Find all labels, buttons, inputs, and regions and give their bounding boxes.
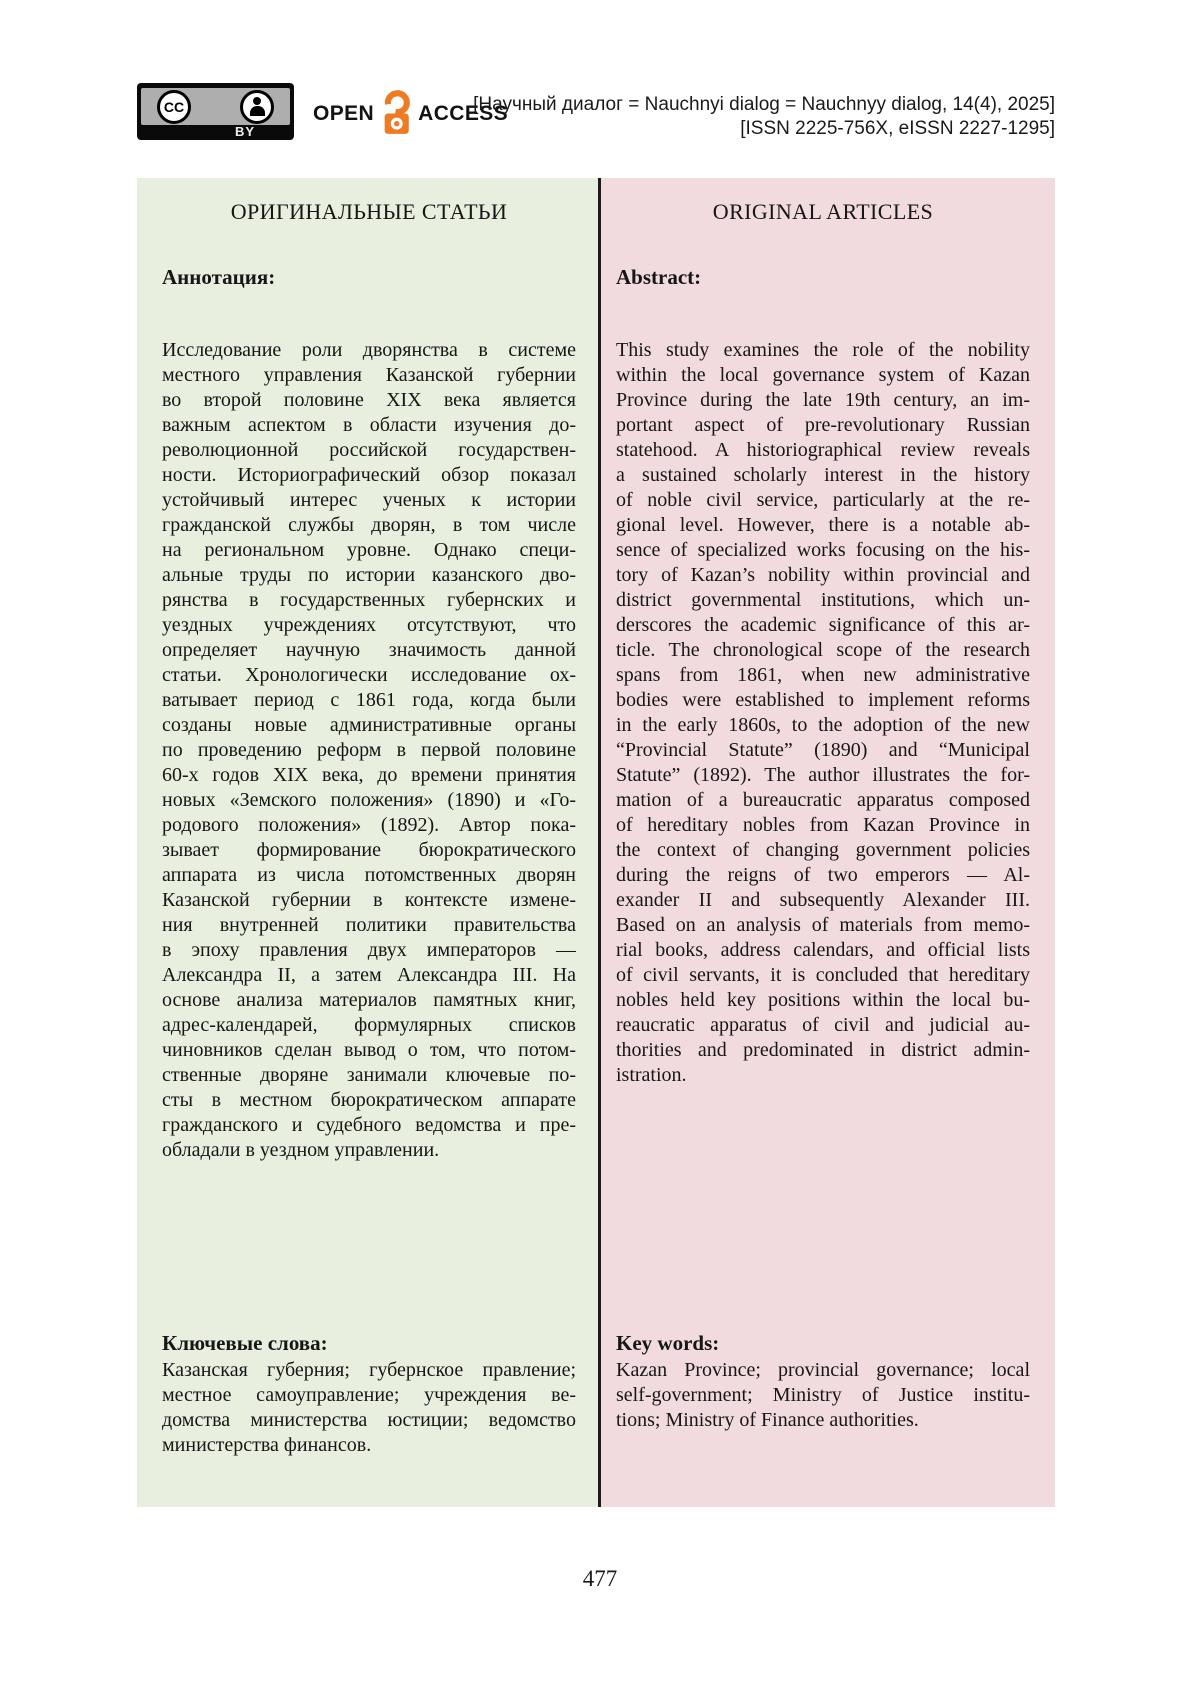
text-line: важным аспектом в области изучения до-: [162, 414, 576, 436]
citation-line-2: [ISSN 2225-756X, eISSN 2227-1295]: [740, 118, 1055, 139]
text-line: ности. Историографический обзор показал: [162, 464, 576, 486]
text-line: уездных учреждениях отсутствуют, что: [162, 614, 576, 636]
citation-line-1: [Научный диалог = Nauchnyi dialog = Nauchnyy dialog, 14(4), 2025]: [473, 94, 1055, 115]
text-line: spans from 1861, when new administrative: [616, 664, 1030, 686]
text-line: nobles held key positions within the local bu-: [616, 989, 1030, 1011]
access-label: ACCESS: [418, 102, 509, 125]
text-line: thorities and predominated in district admin-: [616, 1039, 1030, 1061]
cc-by-license-badge: [137, 83, 294, 140]
text-line: in the early 1860s, to the adoption of the new: [616, 714, 1030, 736]
text-line: of civil servants, it is concluded that hereditary: [616, 964, 1030, 986]
open-label: OPEN: [313, 102, 375, 125]
text-line: устойчивый интерес ученых к истории: [162, 489, 576, 511]
journal-citation: [473, 93, 1055, 141]
text-line: ственные дворяне занимали ключевые по-: [162, 1064, 576, 1086]
text-line: a sustained scholarly interest in the history: [616, 464, 1030, 486]
text-line: рянства в государственных губернских и: [162, 589, 576, 611]
text-line: Province during the late 19th century, an im-: [616, 389, 1030, 411]
text-line: Statute” (1892). The author illustrates the for-: [616, 764, 1030, 786]
text-line: статьи. Хронологически исследование ох-: [162, 664, 576, 686]
text-line: istration.: [616, 1064, 687, 1086]
text-line: during the reigns of two emperors — Al-: [616, 864, 1030, 886]
text-line: ния внутренней политики правительства: [162, 914, 576, 936]
text-line: “Provincial Statute” (1890) and “Municipal: [616, 739, 1030, 761]
text-line: родового положения» (1892). Автор пока-: [162, 814, 576, 836]
text-line: зывает формирование бюрократического: [162, 839, 576, 861]
text-line: rial books, address calendars, and official lists: [616, 939, 1030, 961]
text-line: gional level. However, there is a notable ab-: [616, 514, 1030, 536]
keywords-block-en: [616, 1330, 1030, 1433]
text-line: Казанской губернии в контексте измене-: [162, 889, 576, 911]
text-line: альные труды по истории казанского дво-: [162, 564, 576, 586]
cc-badge-band: [141, 88, 290, 125]
text-line: bodies were established to implement reforms: [616, 689, 1030, 711]
text-line: на региональном уровне. Однако специ-: [162, 539, 576, 561]
section-title-ru: ОРИГИНАЛЬНЫЕ СТАТЬИ: [230, 199, 508, 224]
text-line: революционной российской государствен-: [162, 439, 576, 461]
text-line: Казанская губерния; губернское правление;: [162, 1359, 576, 1381]
text-line: адрес-календарей, формулярных списков: [162, 1014, 576, 1036]
text-line: по проведению реформ в первой половине: [162, 739, 576, 761]
open-lock-icon: [379, 87, 413, 141]
text-line: Александра II, а затем Александра III. На: [162, 964, 576, 986]
page-number: 477: [582, 1566, 618, 1591]
text-line: the context of changing government policies: [616, 839, 1030, 861]
by-label: BY: [234, 124, 256, 139]
text-line: tions; Ministry of Finance authorities.: [616, 1409, 919, 1431]
text-line: ватывает период с 1861 года, когда были: [162, 689, 576, 711]
text-line: новых «Земского положения» (1890) и «Го-: [162, 789, 576, 811]
text-line: во второй половине XIX века является: [162, 389, 576, 411]
text-line: portant aspect of pre-revolutionary Russian: [616, 414, 1030, 436]
cc-label: CC: [163, 98, 185, 115]
text-line: Исследование роли дворянства в системе: [162, 339, 576, 361]
keywords-label-ru: Ключевые слова:: [162, 1331, 328, 1355]
text-line: exander II and subsequently Alexander III.: [616, 889, 1030, 911]
text-line: 60-х годов XIX века, до времени принятия: [162, 764, 576, 786]
text-line: tory of Kazan’s nobility within provincial and: [616, 564, 1030, 586]
text-line: местное самоуправление; учреждения ве-: [162, 1384, 576, 1406]
abstract-label-en: Abstract:: [616, 265, 702, 289]
abstract-label-ru: Аннотация:: [162, 265, 276, 289]
text-line: министерства финансов.: [162, 1434, 372, 1456]
text-line: Kazan Province; provincial governance; local: [616, 1359, 1030, 1381]
text-line: аппарата из числа потомственных дворян: [162, 864, 576, 886]
abstract-panel: [137, 178, 1055, 1507]
text-line: ticle. The chronological scope of the research: [616, 639, 1030, 661]
text-line: self-government; Ministry of Justice institu-: [616, 1384, 1030, 1406]
text-line: основе анализа материалов памятных книг,: [162, 989, 576, 1011]
cc-icon: [157, 90, 191, 124]
text-line: This study examines the role of the nobility: [616, 339, 1030, 361]
text-line: определяет научную значимость данной: [162, 639, 576, 661]
text-line: district governmental institutions, which un-: [616, 589, 1030, 611]
text-line: derscores the academic significance of this ar-: [616, 614, 1030, 636]
text-line: Based on an analysis of materials from memo-: [616, 914, 1030, 936]
text-line: of noble civil service, particularly at the re-: [616, 489, 1030, 511]
text-line: гражданского и судебного ведомства и пре-: [162, 1114, 576, 1136]
text-line: sence of specialized works focusing on the his-: [616, 539, 1030, 561]
text-line: местного управления Казанской губернии: [162, 364, 576, 386]
text-line: statehood. A historiographical review reveals: [616, 439, 1030, 461]
text-line: of hereditary nobles from Kazan Province in: [616, 814, 1030, 836]
russian-column: [137, 178, 598, 1507]
abstract-text-en: [616, 338, 1030, 1088]
keywords-text-en: [616, 1358, 1030, 1433]
text-line: reaucratic apparatus of civil and judicial au-: [616, 1014, 1030, 1036]
text-line: гражданской службы дворян, в том числе: [162, 514, 576, 536]
text-line: созданы новые административные органы: [162, 714, 576, 736]
person-head: [253, 97, 261, 105]
person-icon: [240, 90, 274, 124]
section-title-en: ORIGINAL ARTICLES: [712, 199, 934, 224]
abstract-text-ru: [162, 338, 576, 1163]
text-line: сты в местном бюрократическом аппарате: [162, 1089, 576, 1111]
text-line: mation of a bureaucratic apparatus composed: [616, 789, 1030, 811]
text-line: домства министерства юстиции; ведомство: [162, 1409, 576, 1431]
keywords-label-en: Key words:: [616, 1331, 720, 1355]
person-body: [250, 106, 265, 116]
keywords-text-ru: [162, 1358, 576, 1458]
text-line: в эпоху правления двух императоров —: [162, 939, 576, 961]
english-column: [601, 178, 1055, 1507]
text-line: чиновников сделан вывод о том, что потом-: [162, 1039, 576, 1061]
keywords-block-ru: [162, 1330, 576, 1458]
text-line: within the local governance system of Kazan: [616, 364, 1030, 386]
text-line: обладали в уездном управлении.: [162, 1139, 440, 1161]
